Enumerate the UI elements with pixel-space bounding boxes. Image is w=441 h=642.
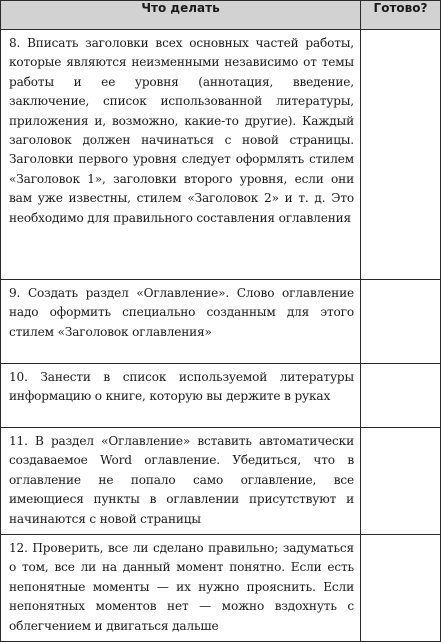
task-text: 12. Проверить, все ли сделано правильно; задуматься о том, все ли на данный момент понятно. Если есть непонятные моменты — их нужно прояснить. Если непонятных моментов нет — можно вздохнуть с облегчением и двигаться дальше: [1, 535, 361, 642]
task-text: 11. В раздел «Оглавление» вставить автоматически создаваемое Word оглавление. Убедиться, что в оглавление не попало само оглавление, все имеющиеся пункты в оглавлении присутствуют и начинаются с новой страницы: [1, 428, 361, 535]
done-cell: [361, 428, 441, 535]
done-cell: [361, 280, 441, 364]
done-cell: [361, 535, 441, 642]
done-cell: [361, 364, 441, 428]
task-text: 9. Создать раздел «Оглавление». Слово оглавление надо оформить специально созданным для этого стилем «Заголовок оглавления»: [1, 280, 361, 364]
task-text: 10. Занести в список используемой литературы информацию о книге, которую вы держите в руках: [1, 364, 361, 428]
header-done: Готово?: [361, 1, 441, 30]
done-cell: [361, 30, 441, 280]
header-task: Что делать: [1, 1, 361, 30]
table-row: [1, 280, 441, 364]
table-row: [1, 535, 441, 642]
table-row: [1, 30, 441, 280]
table-row: [1, 428, 441, 535]
task-text: 8. Вписать заголовки всех основных частей работы, которые являются неизменными независимо от темы работы и ее уровня (аннотация, введение, заключение, список использованной литературы, приложения и, возможно, какие-то другие). Каждый заголовок должен начинаться с новой страницы. Заголовки первого уровня следует оформлять стилем «Заголовок 1», заголовки второго уровня, если они вам уже известны, стилем «Заголовок 2» и т. д. Это необходимо для правильного составления оглавления: [1, 30, 361, 280]
header-row: [1, 1, 441, 30]
table-row: [1, 364, 441, 428]
